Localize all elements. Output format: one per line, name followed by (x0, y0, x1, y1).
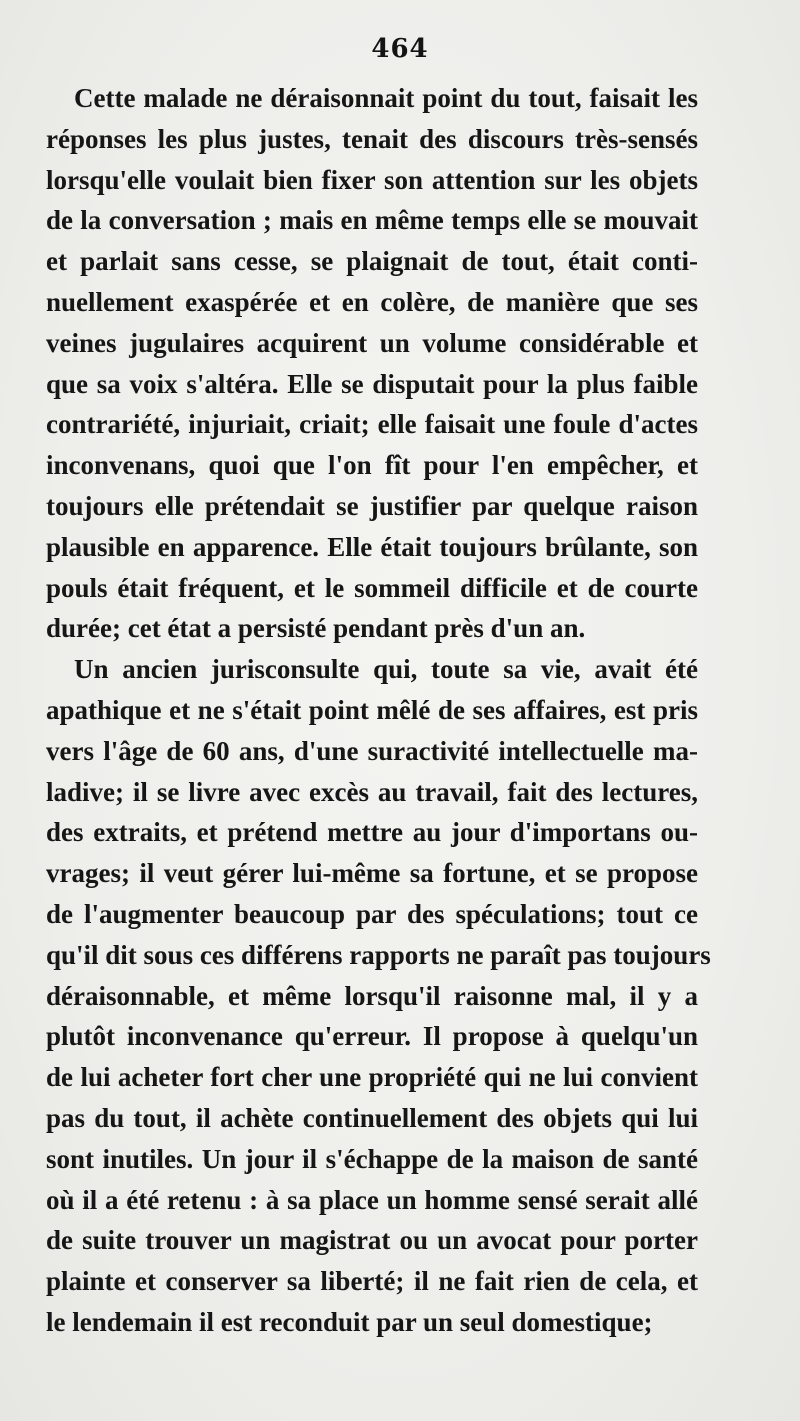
text-line: ladive; il se livre avec excès au travail, fait des lectures, (46, 776, 698, 807)
page-body (46, 78, 711, 1343)
text-line: de la conversation ; mais en même temps elle se mouvait (46, 205, 698, 236)
text-line: durée; cet état a persisté pendant près d'un an. (46, 613, 586, 644)
text-line: et parlait sans cesse, se plaignait de tout, était conti- (46, 246, 698, 277)
text-line: de suite trouver un magistrat ou un avocat pour porter (46, 1225, 698, 1256)
text-line: veines jugulaires acquirent un volume considérable et (46, 327, 698, 358)
text-line: lorsqu'elle voulait bien fixer son attention sur les objets (46, 164, 698, 195)
text-line: le lendemain il est reconduit par un seul domestique; (46, 1306, 653, 1337)
text-line: vers l'âge de 60 ans, d'une suractivité intellectuelle ma- (46, 735, 698, 766)
text-line: apathique et ne s'était point mêlé de ses affaires, est pris (46, 694, 698, 725)
paragraph-2 (46, 649, 711, 1343)
text-line: des extraits, et prétend mettre au jour d'importans ou- (46, 817, 698, 848)
text-line: nuellement exaspérée et en colère, de manière que ses (46, 286, 698, 317)
text-line: déraisonnable, et même lorsqu'il raisonne mal, il y a (46, 980, 698, 1011)
text-line: où il a été retenu : à sa place un homme sensé serait allé (46, 1184, 698, 1215)
text-line: vrages; il veut gérer lui-même sa fortune, et se propose (46, 858, 698, 889)
text-line: Cette malade ne déraisonnait point du tout, faisait les (74, 83, 698, 113)
text-line: plausible en apparence. Elle était toujours brûlante, son (46, 531, 698, 562)
page-number: 464 (371, 34, 429, 64)
text-line: plainte et conserver sa liberté; il ne fait rien de cela, et (46, 1266, 698, 1297)
text-line: de l'augmenter beaucoup par des spéculations; tout ce (46, 898, 698, 929)
text-line: contrariété, injuriait, criait; elle faisait une foule d'actes (46, 409, 698, 440)
text-line: toujours elle prétendait se justifier par quelque raison (46, 490, 698, 521)
text-line: plutôt inconvenance qu'erreur. Il propose à quelqu'un (46, 1021, 698, 1052)
paragraph-1 (46, 78, 698, 649)
text-line: de lui acheter fort cher une propriété qui ne lui convient (46, 1062, 698, 1093)
text-line: que sa voix s'altéra. Elle se disputait pour la plus faible (46, 368, 698, 399)
text-line: inconvenans, quoi que l'on fît pour l'en empêcher, et (46, 450, 698, 481)
text-line: pouls était fréquent, et le sommeil difficile et de courte (46, 572, 698, 603)
text-line: réponses les plus justes, tenait des discours très-sensés (46, 123, 698, 154)
text-line: Un ancien jurisconsulte qui, toute sa vie, avait été (74, 654, 698, 685)
text-line: sont inutiles. Un jour il s'échappe de la maison de santé (46, 1143, 698, 1174)
text-line: qu'il dit sous ces différens rapports ne paraît pas toujours (46, 939, 711, 970)
text-line: pas du tout, il achète continuellement des objets qui lui (46, 1102, 698, 1133)
